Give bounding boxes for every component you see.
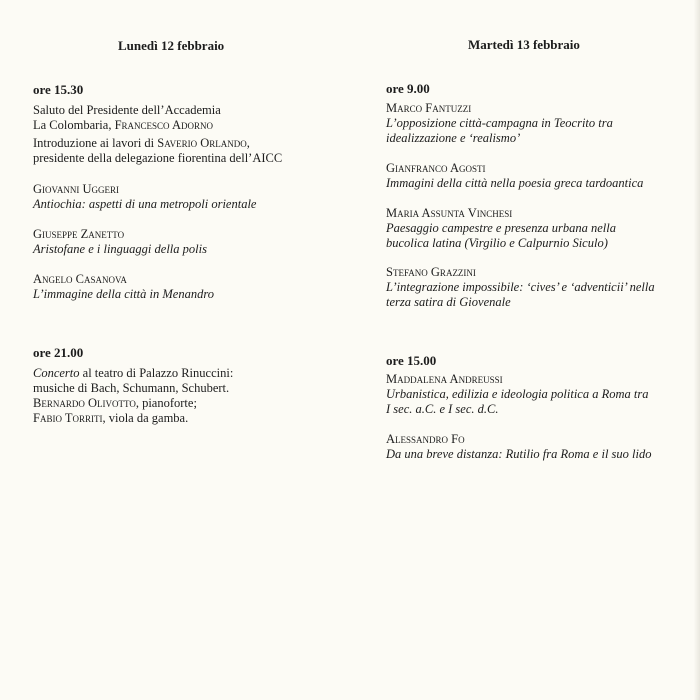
talk-entry xyxy=(386,161,643,191)
talk-entry xyxy=(33,227,207,257)
session-time-2100: ore 21.00 xyxy=(33,345,84,360)
intro-prefix: Introduzione ai lavori di xyxy=(33,136,158,150)
talk-title-line: Paesaggio campestre e presenza urbana nella xyxy=(386,221,616,235)
talk-title-line: terza satira di Giovenale xyxy=(386,295,511,309)
welcome-line-1: Saluto del Presidente dell’Accademia xyxy=(33,103,221,117)
speaker-name: Giovanni Uggeri xyxy=(33,182,120,196)
talk-title-line: idealizzazione e ‘realismo’ xyxy=(386,131,521,145)
talk-entry xyxy=(386,265,655,310)
speaker-name: Alessandro Fo xyxy=(386,432,465,446)
speaker-name: Gianfranco Agosti xyxy=(386,161,486,175)
concert-label: Concerto xyxy=(33,366,80,380)
day-heading-monday: Lunedì 12 febbraio xyxy=(118,38,225,53)
intro-suffix: , xyxy=(246,136,250,150)
welcome-prefix: La Colombaria, xyxy=(33,118,115,132)
speaker-name: Maria Assunta Vinchesi xyxy=(386,206,513,220)
concert-line-3 xyxy=(33,396,233,411)
welcome-entry xyxy=(33,103,221,133)
concert-venue: al teatro di Palazzo Rinuccini: xyxy=(79,366,234,380)
speaker-name: Maddalena Andreussi xyxy=(386,372,503,386)
welcome-line-2 xyxy=(33,118,221,133)
speaker-name: Marco Fantuzzi xyxy=(386,101,472,115)
talk-entry xyxy=(386,432,652,462)
concert-line-2: musiche di Bach, Schumann, Schubert. xyxy=(33,381,230,395)
talk-title: L’immagine della città in Menandro xyxy=(33,287,214,301)
session-time-1500: ore 15.00 xyxy=(386,353,437,368)
talk-title-line: Immagini della città nella poesia greca tardoantica xyxy=(386,176,644,190)
talk-title-line: I sec. a.C. e I sec. d.C. xyxy=(386,402,499,416)
performer-name: Bernardo Olivotto xyxy=(33,396,136,410)
talk-title-line: L’opposizione città-campagna in Teocrito tra xyxy=(386,116,613,130)
intro-entry xyxy=(33,136,282,166)
talk-title-line: Da una breve distanza: Rutilio fra Roma e il suo lido xyxy=(386,447,652,461)
talk-title-line: Urbanistica, edilizia e ideologia politica a Roma tra xyxy=(386,387,649,401)
talk-title: Antiochia: aspetti di una metropoli orientale xyxy=(33,197,257,211)
speaker-name: Angelo Casanova xyxy=(33,272,127,286)
talk-entry xyxy=(33,182,256,212)
talk-entry xyxy=(386,372,648,417)
page-edge-shadow xyxy=(694,0,700,700)
talk-title-line: bucolica latina (Virgilio e Calpurnio Siculo) xyxy=(386,236,608,250)
concert-line-4 xyxy=(33,411,233,426)
talk-entry xyxy=(33,272,214,302)
speaker-name: Stefano Grazzini xyxy=(386,265,476,279)
session-time-1530: ore 15.30 xyxy=(33,82,84,97)
talk-entry xyxy=(386,101,613,146)
concert-entry xyxy=(33,366,233,426)
performer-name: Fabio Torriti xyxy=(33,411,103,425)
speaker-name: Giuseppe Zanetto xyxy=(33,227,125,241)
speaker-name: Saverio Orlando xyxy=(157,136,247,150)
day-heading-tuesday: Martedì 13 febbraio xyxy=(468,37,580,52)
intro-line-1 xyxy=(33,136,282,151)
talk-entry xyxy=(386,206,616,251)
performer-instrument: , pianoforte; xyxy=(135,396,197,410)
concert-line-1 xyxy=(33,366,233,381)
speaker-name: Francesco Adorno xyxy=(114,118,214,132)
intro-line-2: presidente della delegazione fiorentina dell’AICC xyxy=(33,151,283,165)
talk-title: Aristofane e i linguaggi della polis xyxy=(33,242,207,256)
session-time-900: ore 9.00 xyxy=(386,81,430,96)
performer-instrument: , viola da gamba. xyxy=(102,411,189,425)
talk-title-line: L’integrazione impossibile: ‘cives’ e ‘adventicii’ nella xyxy=(386,280,655,294)
